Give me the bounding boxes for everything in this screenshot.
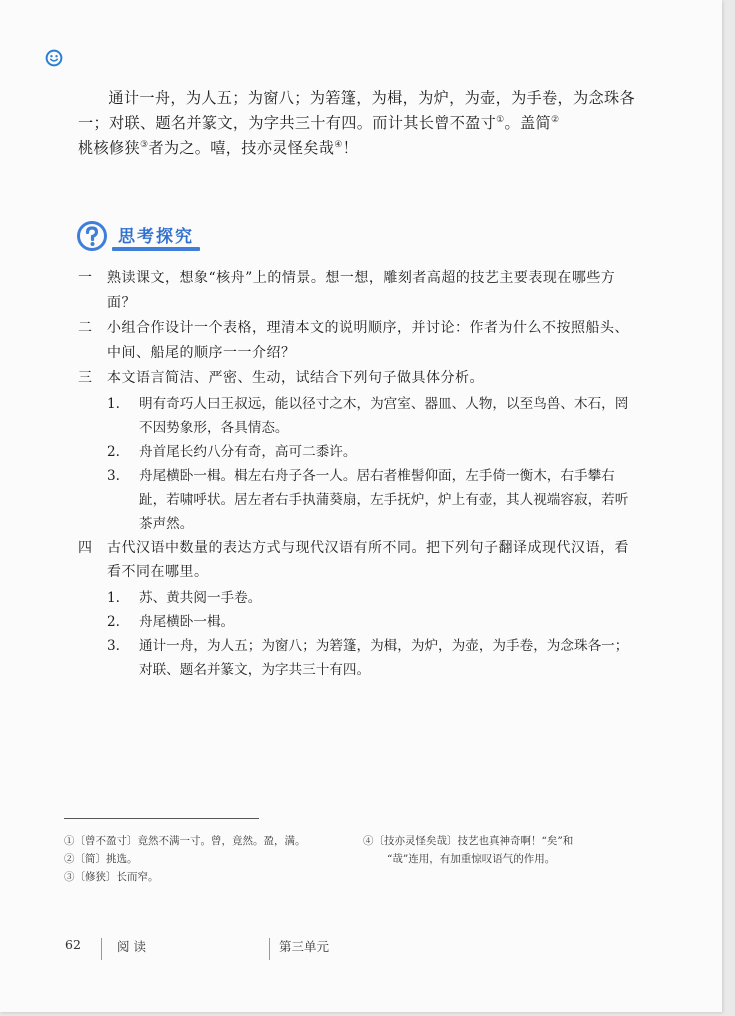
question-item bbox=[78, 536, 636, 585]
smiley-icon bbox=[45, 49, 63, 67]
sub-question-number: 1. bbox=[107, 589, 120, 606]
sub-question-number: 3. bbox=[107, 467, 120, 484]
question-text: 古代汉语中数量的表达方式与现代汉语有所不同。把下列句子翻译成现代汉语，看看不同在哪里。 bbox=[107, 539, 629, 580]
passage-text: 桃核修狭 bbox=[78, 139, 140, 157]
sub-question-text: 苏、黄共阅一手卷。 bbox=[139, 589, 262, 606]
section-title: 思考探究 bbox=[118, 227, 194, 247]
sub-question-text: 舟尾横卧一楫。 bbox=[139, 613, 235, 630]
sub-question-number: 3. bbox=[107, 637, 120, 654]
sub-question-text: 明有奇巧人曰王叔远，能以径寸之木，为宫室、器皿、人物，以至鸟兽、木石，罔不因势象形，各具情态。 bbox=[139, 395, 629, 436]
question-number: 二 bbox=[78, 320, 93, 336]
footnote-3: ③〔修狭〕长而窄。 bbox=[64, 871, 159, 883]
footer-divider bbox=[269, 938, 270, 960]
sub-question-text: 通计一舟，为人五；为窗八；为箬篷，为楫，为炉，为壶，为手卷，为念珠各一；对联、题名并篆文，为字共三十有四。 bbox=[139, 637, 629, 678]
question-item bbox=[78, 366, 636, 391]
question-number: 一 bbox=[78, 270, 93, 286]
passage-text: 。盖简 bbox=[504, 114, 552, 132]
footnote-marker[interactable]: ② bbox=[551, 114, 560, 125]
footnotes-right bbox=[363, 832, 633, 868]
sub-question-list bbox=[78, 586, 636, 682]
section-header bbox=[76, 220, 206, 256]
question-item bbox=[78, 316, 636, 365]
sub-question-text: 舟尾横卧一楫。楫左右舟子各一人。居右者椎髻仰面，左手倚一衡木，右手攀右趾，若啸呼状。居左者右手执蒲葵扇，左手抚炉，炉上有壶，其人视端容寂，若听茶声然。 bbox=[139, 467, 629, 532]
footnote-4-continued: “哉”连用，有加重惊叹语气的作用。 bbox=[387, 853, 556, 865]
question-text: 本文语言简洁、严密、生动，试结合下列句子做具体分析。 bbox=[107, 370, 484, 386]
passage-paragraph bbox=[78, 86, 638, 161]
question-list bbox=[78, 266, 636, 682]
section-underline bbox=[112, 247, 200, 251]
sub-question-item bbox=[78, 610, 636, 634]
footer-divider bbox=[101, 938, 102, 960]
sub-question-number: 1. bbox=[107, 395, 120, 412]
sub-question-item bbox=[78, 634, 636, 682]
sub-question-item bbox=[78, 464, 636, 536]
sub-question-number: 2. bbox=[107, 613, 120, 630]
passage bbox=[78, 86, 638, 161]
passage-text: ！ bbox=[342, 139, 359, 157]
footnote-1: ①〔曾不盈寸〕竟然不满一寸。曾，竟然。盈，满。 bbox=[64, 835, 306, 847]
passage-text: 者为之。嘻，技亦灵怪矣哉 bbox=[148, 139, 335, 157]
footer-unit-label: 第三单元 bbox=[279, 939, 330, 954]
sub-question-number: 2. bbox=[107, 443, 120, 460]
footnote-marker[interactable]: ③ bbox=[139, 139, 149, 150]
sub-question-item bbox=[78, 586, 636, 610]
footnotes-left bbox=[64, 832, 354, 886]
question-text: 小组合作设计一个表格，理清本文的说明顺序，并讨论：作者为什么不按照船头、中间、船尾的顺序一一介绍？ bbox=[107, 320, 629, 361]
sub-question-text: 舟首尾长约八分有奇，高可二黍许。 bbox=[139, 443, 357, 460]
sub-question-list bbox=[78, 392, 636, 536]
question-mark-icon bbox=[76, 220, 108, 252]
footnote-divider bbox=[64, 818, 259, 819]
question-text: 熟读课文，想象“核舟”上的情景。想一想，雕刻者高超的技艺主要表现在哪些方面？ bbox=[107, 270, 616, 311]
question-number: 三 bbox=[78, 370, 93, 386]
footnote-4: ④〔技亦灵怪矣哉〕技艺也真神奇啊！“矣”和 bbox=[363, 835, 574, 847]
sub-question-item bbox=[78, 440, 636, 464]
page-number: 62 bbox=[65, 937, 81, 952]
footnote-2: ②〔简〕挑选。 bbox=[64, 853, 138, 865]
question-number: 四 bbox=[78, 539, 93, 556]
passage-text: 通计一舟，为人五；为窗八；为箬篷，为楫，为炉，为壶，为手卷，为念珠各一；对联、题名并篆文，为字共三十有四。而计其长曾不盈寸 bbox=[78, 89, 635, 132]
sub-question-item bbox=[78, 392, 636, 440]
question-item bbox=[78, 266, 636, 315]
footer-section-label: 阅读 bbox=[117, 939, 151, 954]
footnote-marker[interactable]: ① bbox=[496, 114, 505, 125]
footnote-marker[interactable]: ④ bbox=[334, 139, 343, 150]
